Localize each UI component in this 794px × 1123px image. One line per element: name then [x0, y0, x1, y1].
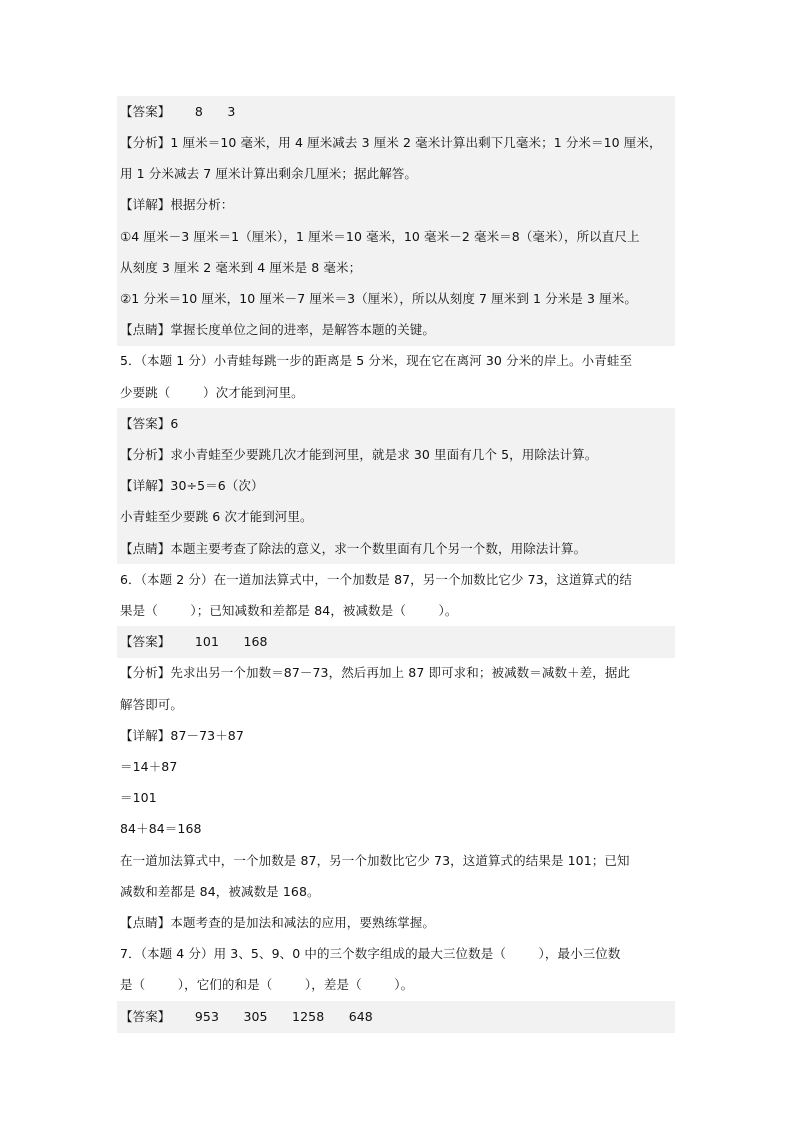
question-5-line: 5．（本题 1 分）小青蛙每跳一步的距离是 5 分米，现在它在离河 30 分米的岸上。小青蛙至: [120, 353, 633, 368]
question-5-line: 少要跳（ ）次才能到河里。: [120, 385, 304, 400]
answer-line: 【答案】6: [120, 416, 179, 431]
question-6-line: 果是（ ）；已知减数和差都是 84，被减数是（ ）。: [120, 603, 458, 618]
detail-line: 减数和差都是 84，被减数是 168。: [120, 884, 320, 899]
detail-line: 在一道加法算式中，一个加数是 87，另一个加数比它少 73，这道算式的结果是 101；已知: [120, 853, 630, 868]
analysis-line: 用 1 分米减去 7 厘米计算出剩余几厘米；据此解答。: [120, 166, 418, 181]
detail-line: 小青蛙至少要跳 6 次才能到河里。: [120, 509, 313, 524]
key-point-line: 【点睛】本题主要考查了除法的意义，求一个数里面有几个另一个数，用除法计算。: [120, 541, 587, 556]
detail-line: 【详解】根据分析：: [120, 197, 234, 212]
question-7-line: 是（ ），它们的和是（ ），差是（ ）。: [120, 977, 414, 992]
detail-line: 从刻度 3 厘米 2 毫米到 4 厘米是 8 毫米；: [120, 260, 362, 275]
analysis-line: 【分析】求小青蛙至少要跳几次才能到河里，就是求 30 里面有几个 5，用除法计算。: [120, 447, 598, 462]
question-7-line: 7．（本题 4 分）用 3、5、9、0 中的三个数字组成的最大三位数是（ ），最小三位数: [120, 946, 621, 961]
answer-line: 【答案】 101 168: [120, 634, 268, 649]
answer-line: 【答案】 8 3: [120, 104, 236, 119]
question-6-line: 6．（本题 2 分）在一道加法算式中，一个加数是 87，另一个加数比它少 73，这道算式的结: [120, 572, 632, 587]
detail-line: 【详解】87－73＋87: [120, 728, 244, 743]
detail-line: ＝101: [120, 790, 157, 805]
detail-line: ②1 分米＝10 厘米，10 厘米－7 厘米＝3（厘米），所以从刻度 7 厘米到 1 分米是 3 厘米。: [120, 291, 637, 306]
detail-line: ＝14＋87: [120, 759, 178, 774]
analysis-line: 【分析】先求出另一个加数＝87－73，然后再加上 87 即可求和；被减数＝减数＋差，据此: [120, 665, 631, 680]
key-point-line: 【点睛】掌握长度单位之间的进率，是解答本题的关键。: [120, 322, 436, 337]
analysis-line: 解答即可。: [120, 697, 184, 712]
analysis-line: 【分析】1 厘米＝10 毫米，用 4 厘米减去 3 厘米 2 毫米计算出剩下几毫米；1 分米＝10 厘米，: [120, 135, 662, 150]
detail-line: ①4 厘米－3 厘米＝1（厘米），1 厘米＝10 毫米，10 毫米－2 毫米＝8（毫米），所以直尺上: [120, 229, 640, 244]
answer-line: 【答案】 953 305 1258 648: [120, 1009, 373, 1024]
key-point-line: 【点睛】本题考查的是加法和减法的应用，要熟练掌握。: [120, 915, 436, 930]
detail-line: 【详解】30÷5＝6（次）: [120, 478, 264, 493]
detail-line: 84＋84＝168: [120, 821, 202, 836]
